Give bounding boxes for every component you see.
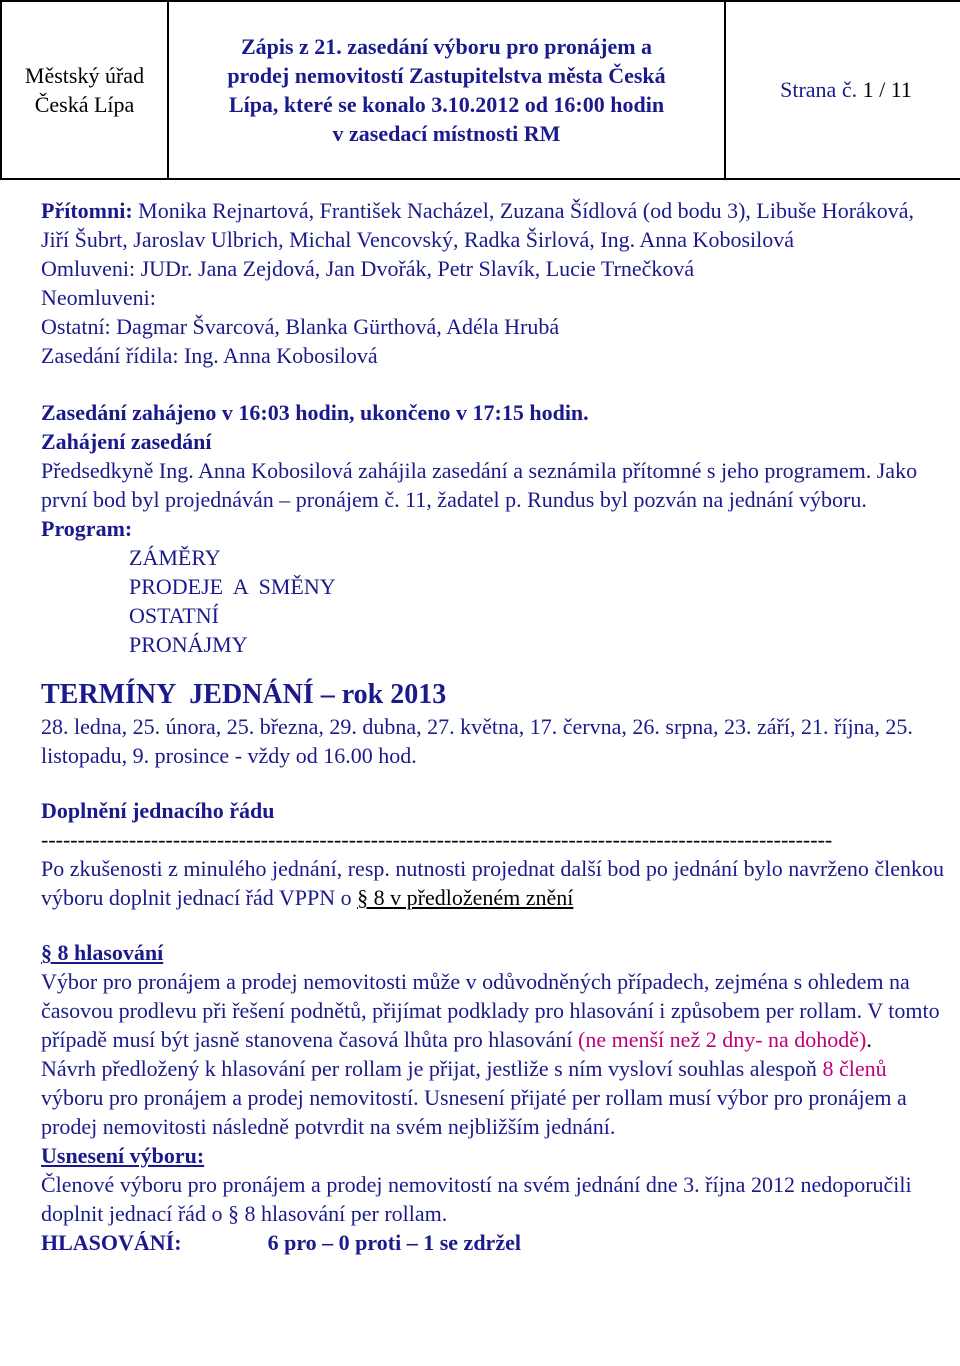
amendment-intro-text: Po zkušenosti z minulého jednání, resp. nutnosti projednat další bod po jednání bylo navrženo členkou výboru doplnit jednací řád VPPN o — [41, 856, 945, 910]
page-number-cell — [725, 1, 960, 179]
voting-end: . — [866, 1027, 872, 1052]
voting-paragraph-1 — [41, 967, 945, 1054]
resolution-heading: Usnesení výboru: — [41, 1143, 205, 1168]
program-item: ZÁMĚRY — [129, 545, 221, 570]
excused-text: JUDr. Jana Zejdová, Jan Dvořák, Petr Slavík, Lucie Trnečková — [135, 256, 695, 281]
amendment-heading: Doplnění jednacího řádu — [41, 798, 275, 823]
others-paragraph — [41, 312, 945, 341]
section-heading: § 8 hlasování — [41, 940, 164, 965]
resolution-text: Členové výboru pro pronájem a prodej nemovitostí na svém jednání dne 3. října 2012 nedoporučili doplnit jednací řád o § 8 hlasování per rollam. — [41, 1172, 912, 1226]
title-cell — [168, 1, 725, 179]
meeting-time: Zasedání zahájeno v 16:03 hodin, ukončeno v 17:15 hodin. — [41, 400, 589, 425]
others-label: Ostatní: — [41, 314, 111, 339]
unexcused-label: Neomluveni: — [41, 285, 156, 310]
voting-highlight: (ne menší než 2 dny- na dohodě) — [578, 1027, 867, 1052]
program-item: OSTATNÍ — [129, 603, 219, 628]
voting-paragraph-2 — [41, 1054, 945, 1141]
separator-line: ------------------------------------------------------------------------------------------------------------ — [41, 827, 833, 852]
title-line: Zápis z 21. zasedání výboru pro pronájem a — [240, 34, 653, 59]
office-city: Česká Lípa — [34, 92, 135, 117]
present-text: Monika Rejnartová, František Nacházel, Zuzana Šídlová (od bodu 3), Libuše Horáková, Jiří Šubrt, Jaroslav Ulbrich, Michal Vencovský, Radka Širlová, Ing. Anna Kobosilová — [41, 198, 915, 252]
others-text: Dagmar Švarcová, Blanka Gürthová, Adéla Hrubá — [110, 314, 560, 339]
program-label: Program: — [41, 516, 133, 541]
program-item: PRONÁJMY — [129, 632, 248, 657]
excused-label: Omluveni: — [41, 256, 136, 281]
title-line: v zasedací místnosti RM — [332, 121, 561, 146]
title-line: Lípa, které se konalo 3.10.2012 od 16:00 hodin — [228, 92, 665, 117]
office-name: Městský úřad — [24, 63, 145, 88]
document-header — [0, 0, 960, 180]
terms-text: 28. ledna, 25. února, 25. března, 29. dubna, 27. května, 17. června, 26. srpna, 23. září, 21. října, 25. listopadu, 9. prosince - vždy od 16.00 hod. — [41, 714, 913, 768]
vote-line — [41, 1228, 945, 1257]
present-label: Přítomni: — [41, 198, 133, 223]
excused-paragraph — [41, 254, 945, 283]
page-value: 1 / 11 — [857, 77, 912, 102]
opening-heading: Zahájení zasedání — [41, 429, 212, 454]
voting-highlight: 8 členů — [822, 1056, 887, 1081]
chair-text: Zasedání řídila: Ing. Anna Kobosilová — [41, 343, 378, 368]
terms-title: TERMÍNY JEDNÁNÍ – rok 2013 — [41, 679, 447, 710]
page-label: Strana č. — [780, 77, 858, 102]
vote-label: HLASOVÁNÍ: — [41, 1230, 182, 1255]
document-body — [41, 196, 945, 1257]
amendment-link: § 8 v předloženém znění — [357, 885, 574, 910]
opening-text: Předsedkyně Ing. Anna Kobosilová zahájila zasedání a seznámila přítomné s jeho programem. Jako první bod byl projednáván – pronájem č. 11, žadatel p. Rundus byl pozván na jednání výboru. — [41, 458, 918, 512]
title-line: prodej nemovitostí Zastupitelstva města Česká — [227, 63, 666, 88]
vote-result: 6 pro – 0 proti – 1 se zdržel — [267, 1230, 521, 1255]
voting-text: Výbor pro pronájem a prodej nemovitosti může v odůvodněných případech, zejména s ohledem na časovou prodlevu při řešení podnětů, přijímat podklady pro hlasování i způsobem per rollam. V tomto případě musí být jasně stanovena časová lhůta pro hlasování — [41, 969, 940, 1052]
office-cell — [1, 1, 168, 179]
voting-text: Návrh předložený k hlasování per rollam je přijat, jestliže s ním vysloví souhlas alespoň — [41, 1056, 823, 1081]
voting-end: výboru pro pronájem a prodej nemovitostí. Usnesení přijaté per rollam musí výbor pro pronájem a prodej nemovitosti následně potvrdit na svém nejbližším jednání. — [41, 1085, 907, 1139]
amendment-intro — [41, 854, 945, 912]
present-paragraph — [41, 196, 945, 254]
program-item: PRODEJE A SMĚNY — [129, 574, 336, 599]
